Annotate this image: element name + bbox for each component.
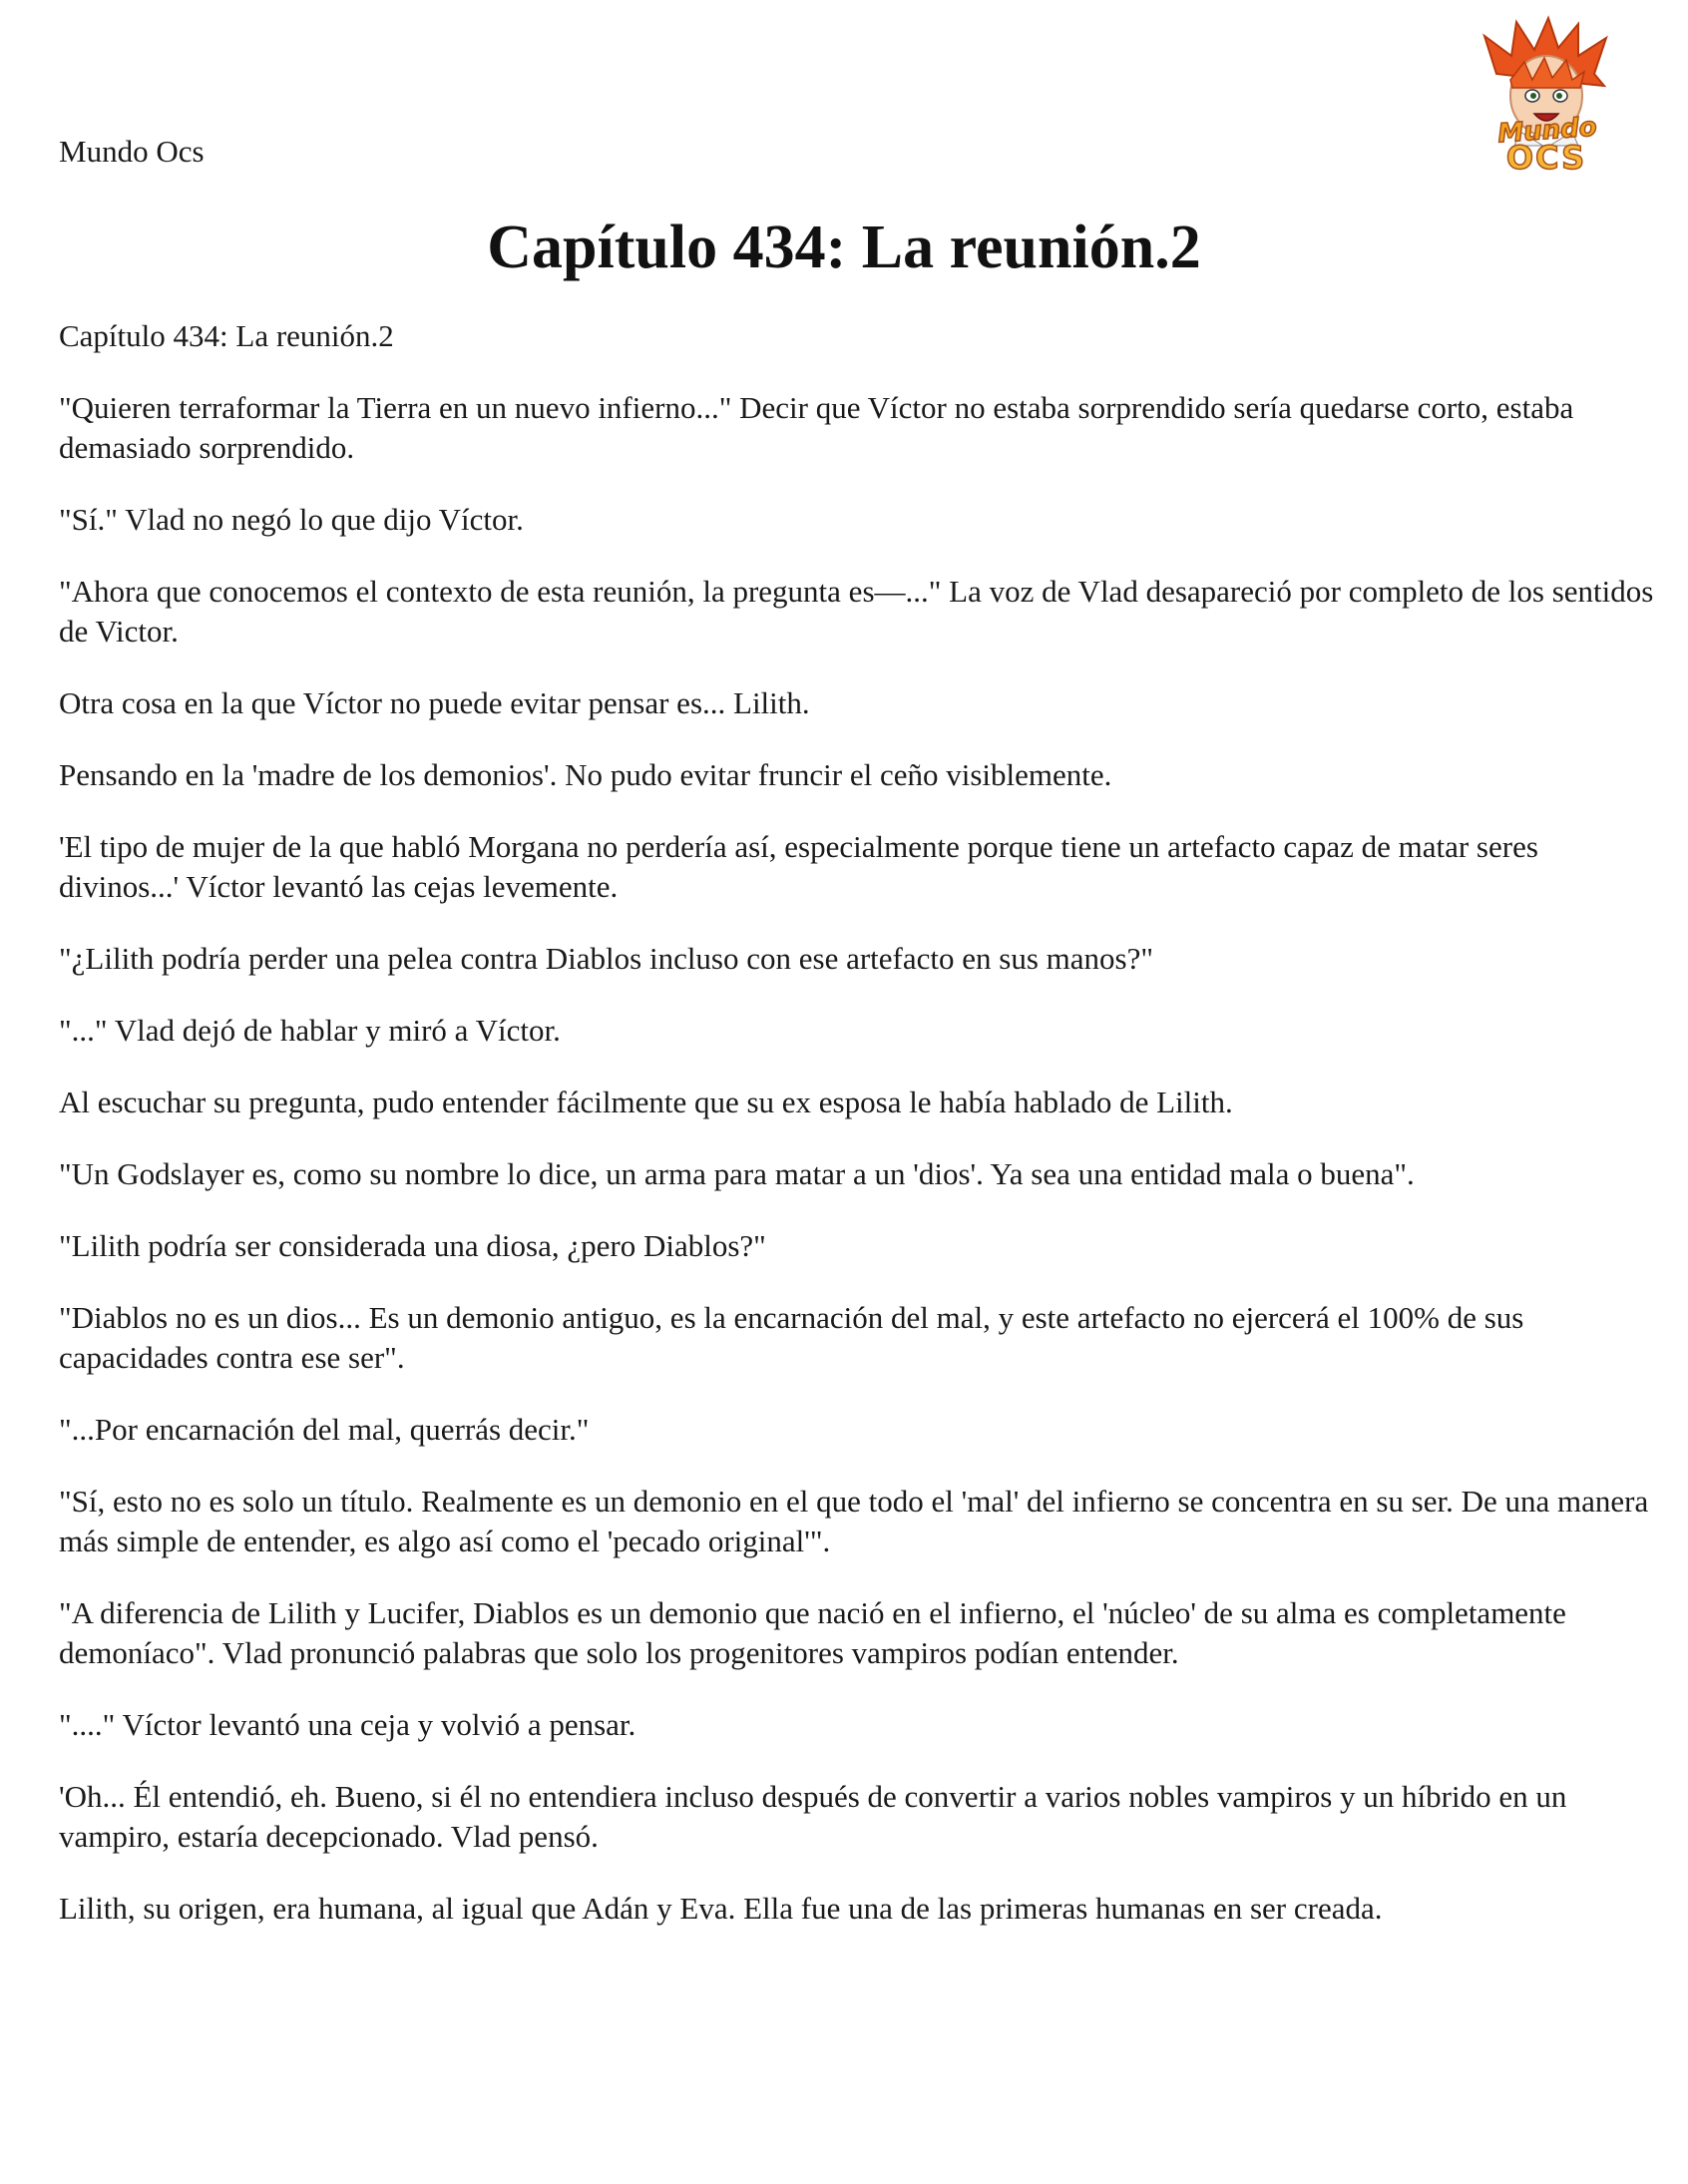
paragraph: "...." Víctor levantó una ceja y volvió a pensar. (59, 1707, 636, 1742)
paragraph: Pensando en la 'madre de los demonios'. No pudo evitar fruncir el ceño visiblemente. (59, 757, 1112, 792)
paragraph: "...Por encarnación del mal, querrás decir." (59, 1412, 590, 1447)
chapter-title: Capítulo 434: La reunión.2 (487, 214, 1201, 281)
paragraph: "Sí, esto no es solo un título. Realmente es un demonio en el que todo el 'mal' del infierno se concentra en su ser. De una manera más simple de entender, es algo así como el 'pecado original'". (59, 1484, 1649, 1558)
paragraph: "Quieren terraformar la Tierra en un nuevo infierno..." Decir que Víctor no estaba sorprendido sería quedarse corto, estaba demasiado sorprendido. (59, 390, 1574, 465)
paragraph: 'Oh... Él entendió, eh. Bueno, si él no entendiera incluso después de convertir a varios nobles vampiros y un híbrido en un vampiro, estaría decepcionado. Vlad pensó. (59, 1779, 1567, 1854)
paragraph: "Ahora que conocemos el contexto de esta reunión, la pregunta es—..." La voz de Vlad desapareció por completo de los sentidos de Victor. (59, 574, 1654, 649)
paragraph: 'El tipo de mujer de la que habló Morgana no perdería así, especialmente porque tiene un artefacto capaz de matar seres divinos...' Víctor levantó las cejas levemente. (59, 829, 1538, 904)
logo-text-ocs: OCS (1505, 139, 1587, 177)
paragraph: "Sí." Vlad no negó lo que dijo Víctor. (59, 502, 524, 537)
paragraph: Lilith, su origen, era humana, al igual que Adán y Eva. Ella fue una de las primeras humanas en ser creada. (59, 1891, 1383, 1926)
paragraph: "¿Lilith podría perder una pelea contra Diablos incluso con ese artefacto en sus manos?" (59, 941, 1153, 976)
paragraph: "..." Vlad dejó de hablar y miró a Víctor. (59, 1013, 561, 1048)
mundo-ocs-logo (1467, 14, 1626, 184)
paragraph: "Un Godslayer es, como su nombre lo dice, un arma para matar a un 'dios'. Ya sea una entidad mala o buena". (59, 1156, 1415, 1191)
chapter-body (59, 316, 1655, 1961)
paragraph: "Diablos no es un dios... Es un demonio antiguo, es la encarnación del mal, y este artefacto no ejercerá el 100% de sus capacidades contra ese ser". (59, 1300, 1524, 1375)
paragraph: Otra cosa en la que Víctor no puede evitar pensar es... Lilith. (59, 685, 810, 720)
site-name: Mundo Ocs (59, 134, 205, 169)
paragraph: "A diferencia de Lilith y Lucifer, Diablos es un demonio que nació en el infierno, el 'núcleo' de su alma es completamente demoníaco". Vlad pronunció palabras que solo los progenitores vampiros podían entender. (59, 1595, 1566, 1670)
logo-text-mundo: Mundo (1496, 112, 1598, 150)
paragraph: Capítulo 434: La reunión.2 (59, 318, 394, 353)
paragraph: "Lilith podría ser considerada una diosa, ¿pero Diablos?" (59, 1228, 766, 1263)
paragraph: Al escuchar su pregunta, pudo entender fácilmente que su ex esposa le había hablado de Lilith. (59, 1085, 1233, 1119)
